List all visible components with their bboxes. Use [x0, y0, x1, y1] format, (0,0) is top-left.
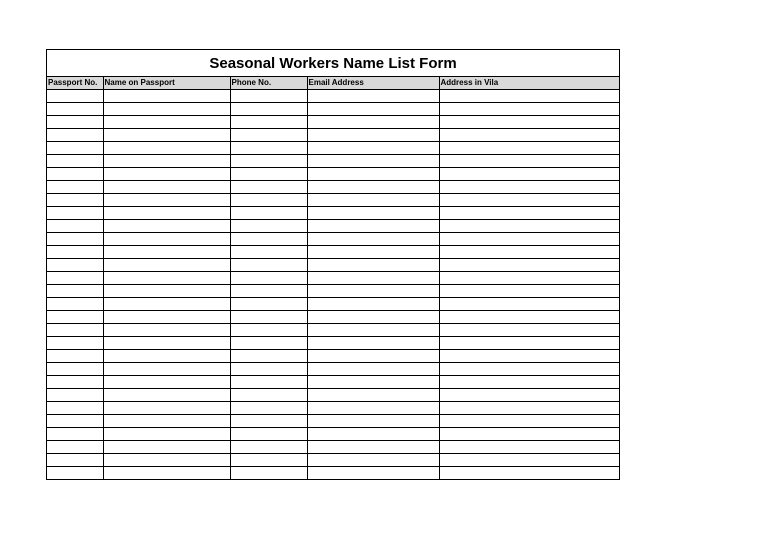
table-cell[interactable] [230, 376, 307, 389]
table-row [47, 285, 619, 298]
table-cell[interactable] [103, 181, 230, 194]
table-cell[interactable] [47, 376, 103, 389]
table-cell[interactable] [103, 454, 230, 467]
table-cell[interactable] [230, 181, 307, 194]
table-cell[interactable] [103, 350, 230, 363]
table-cell[interactable] [103, 298, 230, 311]
table-cell[interactable] [307, 454, 439, 467]
table-cell[interactable] [103, 168, 230, 181]
table-cell[interactable] [47, 311, 103, 324]
table-cell[interactable] [439, 233, 619, 246]
table-row [47, 142, 619, 155]
table-cell[interactable] [307, 246, 439, 259]
table-cell[interactable] [103, 90, 230, 103]
table-cell[interactable] [47, 337, 103, 350]
table-row [47, 415, 619, 428]
table-cell[interactable] [230, 220, 307, 233]
table-cell[interactable] [230, 194, 307, 207]
table-cell[interactable] [47, 142, 103, 155]
table-cell[interactable] [103, 220, 230, 233]
table-cell[interactable] [103, 129, 230, 142]
table-cell[interactable] [439, 155, 619, 168]
table-row [47, 103, 619, 116]
table-cell[interactable] [103, 194, 230, 207]
table-cell[interactable] [230, 168, 307, 181]
table-cell[interactable] [307, 103, 439, 116]
table-cell[interactable] [230, 324, 307, 337]
table-cell[interactable] [47, 116, 103, 129]
header-row [47, 77, 619, 90]
table-cell[interactable] [307, 233, 439, 246]
table-row [47, 350, 619, 363]
table-row [47, 207, 619, 220]
table-cell[interactable] [439, 363, 619, 376]
table-cell[interactable] [307, 116, 439, 129]
table-row [47, 298, 619, 311]
col-passport-no: Passport No. [47, 77, 103, 90]
table-cell[interactable] [439, 181, 619, 194]
table-cell[interactable] [307, 428, 439, 441]
table-cell[interactable] [439, 441, 619, 454]
table-cell[interactable] [47, 272, 103, 285]
table-cell[interactable] [47, 350, 103, 363]
table-cell[interactable] [307, 324, 439, 337]
table-cell[interactable] [103, 363, 230, 376]
table-cell[interactable] [439, 376, 619, 389]
table-cell[interactable] [47, 285, 103, 298]
table-cell[interactable] [307, 363, 439, 376]
table-cell[interactable] [103, 155, 230, 168]
table-cell[interactable] [230, 441, 307, 454]
table-row [47, 194, 619, 207]
table-cell[interactable] [47, 298, 103, 311]
table-cell[interactable] [307, 142, 439, 155]
table-cell[interactable] [103, 142, 230, 155]
col-email-address: Email Address [307, 77, 439, 90]
table-cell[interactable] [103, 259, 230, 272]
table-cell[interactable] [47, 389, 103, 402]
table-cell[interactable] [439, 168, 619, 181]
table-cell[interactable] [230, 298, 307, 311]
table-row [47, 272, 619, 285]
table-cell[interactable] [307, 402, 439, 415]
table-cell[interactable] [230, 207, 307, 220]
table-row [47, 363, 619, 376]
table-cell[interactable] [47, 90, 103, 103]
table-row [47, 246, 619, 259]
table-row [47, 311, 619, 324]
table-cell[interactable] [230, 116, 307, 129]
table-cell[interactable] [439, 246, 619, 259]
table-cell[interactable] [103, 246, 230, 259]
table-cell[interactable] [439, 311, 619, 324]
table-cell[interactable] [439, 467, 619, 480]
table-cell[interactable] [230, 363, 307, 376]
table-row [47, 337, 619, 350]
table-cell[interactable] [103, 207, 230, 220]
table-cell[interactable] [103, 103, 230, 116]
col-address-in-vila: Address in Vila [439, 77, 619, 90]
table-cell[interactable] [439, 272, 619, 285]
table-cell[interactable] [439, 350, 619, 363]
table-cell[interactable] [103, 233, 230, 246]
table-cell[interactable] [439, 415, 619, 428]
table-cell[interactable] [103, 389, 230, 402]
table-cell[interactable] [103, 415, 230, 428]
table-row [47, 116, 619, 129]
table-cell[interactable] [230, 285, 307, 298]
table-cell[interactable] [47, 155, 103, 168]
table-cell[interactable] [103, 376, 230, 389]
table-cell[interactable] [230, 428, 307, 441]
table-cell[interactable] [307, 181, 439, 194]
table-row [47, 402, 619, 415]
table-cell[interactable] [307, 207, 439, 220]
table-cell[interactable] [230, 454, 307, 467]
col-phone-no: Phone No. [230, 77, 307, 90]
table-cell[interactable] [103, 337, 230, 350]
table-cell[interactable] [307, 467, 439, 480]
table-cell[interactable] [307, 259, 439, 272]
table-cell[interactable] [307, 337, 439, 350]
table-cell[interactable] [47, 428, 103, 441]
table-cell[interactable] [307, 441, 439, 454]
table-cell[interactable] [439, 220, 619, 233]
table-cell[interactable] [307, 272, 439, 285]
table-cell[interactable] [307, 129, 439, 142]
table-cell[interactable] [439, 129, 619, 142]
table-cell[interactable] [230, 467, 307, 480]
table-row [47, 376, 619, 389]
table-cell[interactable] [307, 350, 439, 363]
form-title: Seasonal Workers Name List Form [47, 50, 619, 77]
table-cell[interactable] [47, 181, 103, 194]
table-cell[interactable] [103, 311, 230, 324]
table-cell[interactable] [230, 350, 307, 363]
table-cell[interactable] [103, 467, 230, 480]
table-cell[interactable] [47, 194, 103, 207]
table-row [47, 168, 619, 181]
table-cell[interactable] [47, 324, 103, 337]
table-cell[interactable] [230, 129, 307, 142]
table-cell[interactable] [103, 272, 230, 285]
table-row [47, 441, 619, 454]
table-cell[interactable] [439, 402, 619, 415]
table-cell[interactable] [439, 259, 619, 272]
table-row [47, 454, 619, 467]
table-row [47, 259, 619, 272]
table-row [47, 467, 619, 480]
table-cell[interactable] [439, 324, 619, 337]
table-cell[interactable] [439, 454, 619, 467]
table-cell[interactable] [307, 220, 439, 233]
table-row [47, 129, 619, 142]
table-cell[interactable] [103, 285, 230, 298]
table-cell[interactable] [307, 285, 439, 298]
table-cell[interactable] [47, 129, 103, 142]
table-cell[interactable] [103, 402, 230, 415]
table-cell[interactable] [230, 272, 307, 285]
table-cell[interactable] [230, 90, 307, 103]
table-cell[interactable] [230, 103, 307, 116]
table-cell[interactable] [230, 389, 307, 402]
table-cell[interactable] [47, 415, 103, 428]
table-row [47, 155, 619, 168]
table-cell[interactable] [47, 103, 103, 116]
table-cell[interactable] [47, 402, 103, 415]
table-cell[interactable] [47, 168, 103, 181]
table-cell[interactable] [439, 103, 619, 116]
table-cell[interactable] [230, 142, 307, 155]
table-cell[interactable] [307, 389, 439, 402]
table-cell[interactable] [439, 116, 619, 129]
table-cell[interactable] [307, 155, 439, 168]
table-cell[interactable] [307, 194, 439, 207]
table-cell[interactable] [47, 207, 103, 220]
table-cell[interactable] [103, 428, 230, 441]
table-row [47, 389, 619, 402]
table-cell[interactable] [230, 311, 307, 324]
table-cell[interactable] [439, 389, 619, 402]
table-cell[interactable] [47, 467, 103, 480]
table-cell[interactable] [307, 376, 439, 389]
table-cell[interactable] [439, 337, 619, 350]
table-row [47, 428, 619, 441]
table-cell[interactable] [307, 168, 439, 181]
table-cell[interactable] [47, 233, 103, 246]
table-body [47, 90, 619, 480]
table-cell[interactable] [230, 155, 307, 168]
name-list-form [46, 49, 620, 480]
col-name-on-passport: Name on Passport [103, 77, 230, 90]
table-cell[interactable] [47, 220, 103, 233]
table-cell[interactable] [307, 311, 439, 324]
table-cell[interactable] [439, 194, 619, 207]
table-cell[interactable] [47, 454, 103, 467]
workers-table [47, 77, 619, 479]
table-cell[interactable] [47, 259, 103, 272]
table-row [47, 90, 619, 103]
table-cell[interactable] [47, 246, 103, 259]
table-cell[interactable] [439, 428, 619, 441]
table-cell[interactable] [103, 116, 230, 129]
table-cell[interactable] [439, 285, 619, 298]
table-cell[interactable] [230, 259, 307, 272]
table-cell[interactable] [230, 246, 307, 259]
table-cell[interactable] [307, 90, 439, 103]
table-cell[interactable] [103, 441, 230, 454]
table-cell[interactable] [103, 324, 230, 337]
table-cell[interactable] [307, 298, 439, 311]
table-cell[interactable] [230, 415, 307, 428]
table-cell[interactable] [439, 298, 619, 311]
table-cell[interactable] [439, 90, 619, 103]
table-cell[interactable] [230, 402, 307, 415]
table-cell[interactable] [439, 142, 619, 155]
table-cell[interactable] [47, 441, 103, 454]
table-cell[interactable] [230, 233, 307, 246]
table-cell[interactable] [439, 207, 619, 220]
table-row [47, 181, 619, 194]
table-cell[interactable] [307, 415, 439, 428]
table-row [47, 233, 619, 246]
table-row [47, 220, 619, 233]
table-row [47, 324, 619, 337]
table-cell[interactable] [47, 363, 103, 376]
table-cell[interactable] [230, 337, 307, 350]
